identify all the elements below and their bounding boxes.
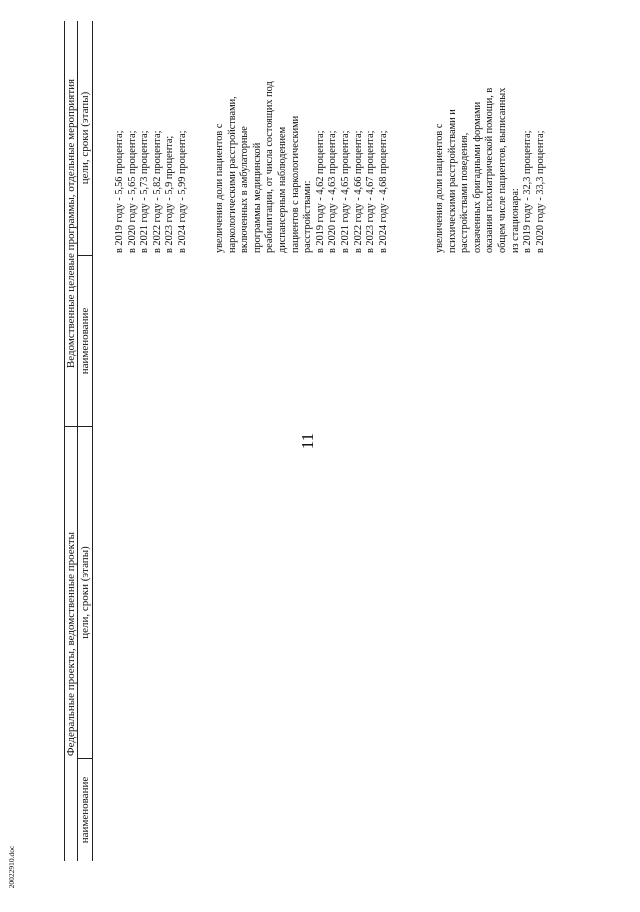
text-line: в 2022 году - 4,66 процента;	[352, 130, 364, 253]
text-line: в 2021 году - 4,65 процента;	[339, 130, 351, 253]
text-line: оказания психиатрической помощи, в	[484, 87, 496, 253]
text-line: психическими расстройствами и	[446, 109, 458, 253]
rotated-table	[64, 21, 588, 861]
text-line: из стационара:	[509, 188, 521, 253]
text-line: увеличения доли пациентов с	[434, 123, 445, 253]
text-line: в 2022 году - 5,82 процента;	[151, 130, 163, 253]
goal-block-1	[114, 48, 190, 253]
text-line: пациентов с наркологическими	[289, 115, 301, 253]
text-line: включенных в амбулаторные	[239, 126, 251, 253]
text-line: охваченных бригадными формами	[471, 101, 483, 253]
text-line: расстройствами:	[302, 180, 314, 253]
text-line: увеличения доли пациентов с	[214, 123, 225, 253]
goal-block-2	[214, 48, 390, 253]
text-line: общем числе пациентов, выписанных	[496, 87, 508, 253]
text-line: реабилитации, от числа состоящих под	[264, 81, 276, 253]
column-header-name-right: наименование	[79, 307, 91, 375]
text-line: диспансерным наблюдением	[276, 126, 288, 253]
text-line: наркологическими расстройствами,	[226, 96, 238, 253]
text-line: в 2019 году - 4,62 процента;	[314, 130, 326, 253]
text-line: в 2019 году - 5,56 процента;	[114, 130, 125, 253]
text-line: в 2019 году - 32,3 процента;	[522, 130, 534, 253]
goal-block-3	[434, 48, 547, 253]
page-number: 11	[298, 432, 317, 450]
text-line: в 2023 году - 4,67 процента;	[365, 130, 377, 253]
text-line: в 2020 году - 5,65 процента;	[126, 130, 138, 253]
document-code: 20022910.doc	[7, 845, 16, 889]
text-line: расстройствами поведения,	[459, 132, 471, 253]
text-line: в 2020 году - 4,63 процента;	[327, 130, 339, 253]
right-group-header: Ведомственные целевые программы, отдельные мероприятия	[65, 78, 77, 369]
table-column-header-rule	[92, 21, 93, 861]
text-line: в 2020 году - 33,3 процента;	[534, 130, 546, 253]
column-header-name-left: наименование	[79, 776, 91, 844]
text-line: в 2023 году - 5,9 процента;	[164, 135, 176, 253]
table-group-header-rule	[77, 21, 78, 861]
text-line: программы медицинской	[251, 142, 263, 253]
column-header-goals-right: цели, сроки (этапы)	[79, 91, 91, 185]
column-header-goals-left: цели, сроки (этапы)	[79, 546, 91, 639]
text-line: в 2024 году - 4,68 процента;	[377, 130, 389, 253]
left-group-header: Федеральные проекты, ведомственные проекты	[65, 531, 77, 757]
text-line: в 2021 году - 5,73 процента;	[139, 130, 151, 253]
text-line: в 2024 году - 5,99 процента;	[176, 130, 188, 253]
